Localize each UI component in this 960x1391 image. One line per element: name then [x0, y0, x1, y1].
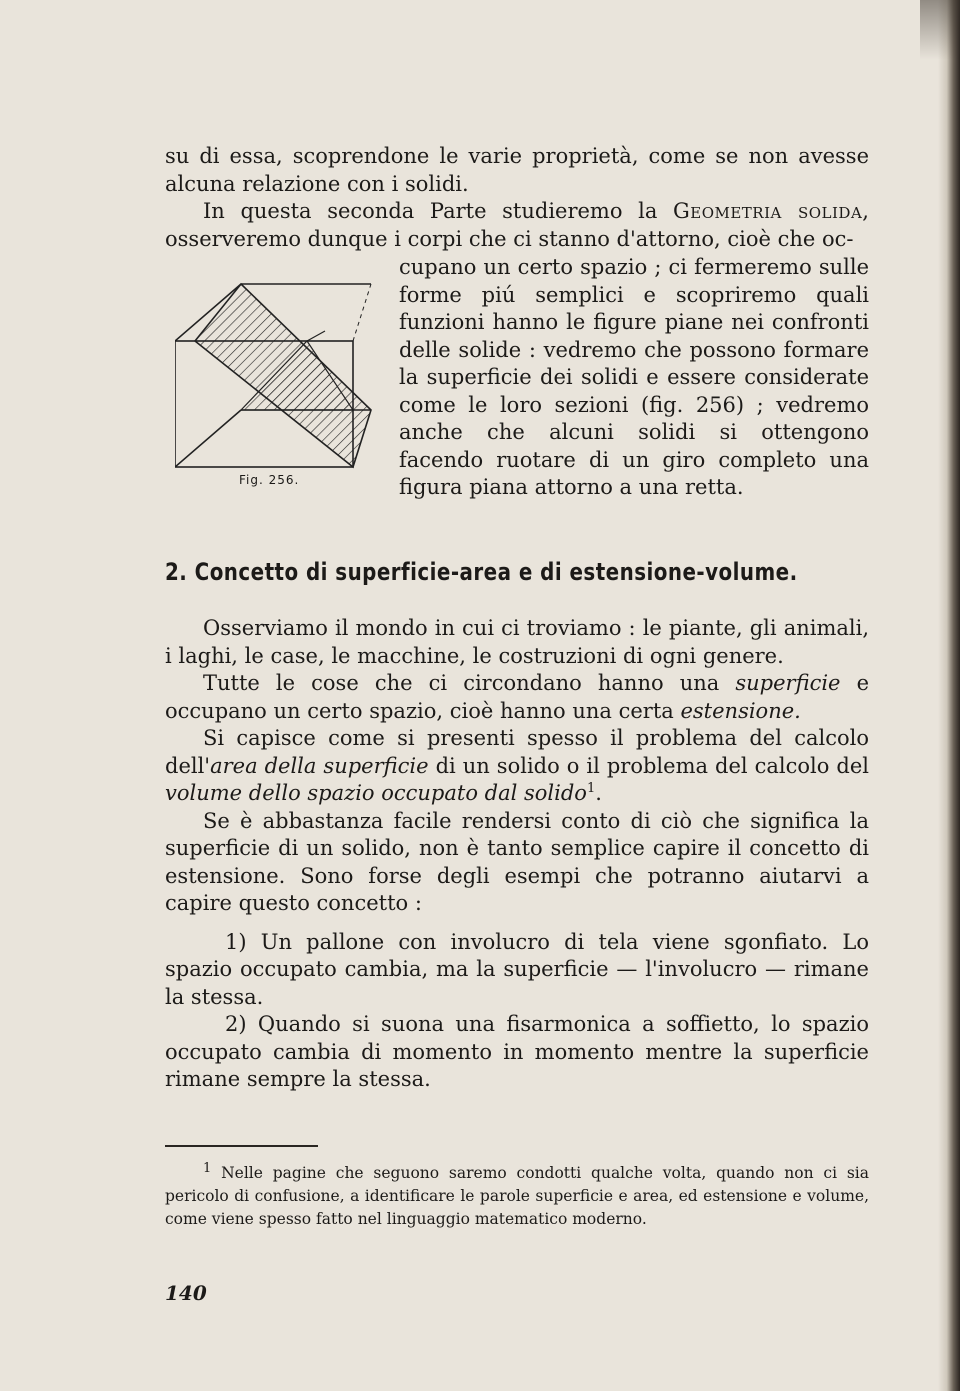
- section-heading: 2. Concetto di superficie-area e di estensione-volume.: [165, 558, 798, 586]
- page-corner-shadow: [920, 0, 960, 60]
- example-item-1: 1) Un pallone con involucro di tela viene sgonfiato. Lo spazio occupato cambia, ma la superficie — l'involucro — rimane la stessa.: [165, 929, 869, 1009]
- geometria-solida-term: Geometria solida: [672, 199, 863, 223]
- intro-p2-text: In questa seconda Parte studieremo la: [203, 199, 673, 223]
- prism-hidden-edge: [353, 284, 371, 341]
- prism-bottom-edge: [175, 410, 241, 467]
- p3-text-e: .: [595, 781, 602, 805]
- body-paragraph-1: Osserviamo il mondo in cui ci troviamo : le piante, gli animali, i laghi, le case, le macchine, le costruzioni di ogni genere.: [165, 616, 869, 668]
- footnote-reference: 1: [586, 781, 596, 796]
- footnote: [165, 1162, 869, 1231]
- figure-256: [165, 273, 383, 508]
- p2-text-c: e occupano un certo spazio, cioè hanno una certa: [165, 671, 869, 723]
- footnote-text: [165, 1162, 869, 1231]
- p3-text-a: Si capisce come si presenti spesso il problema del calcolo dell': [165, 726, 869, 778]
- body-paragraph-3: [165, 725, 869, 808]
- body-text: [165, 615, 869, 1094]
- figure-caption: Fig. 256.: [239, 473, 300, 487]
- term-superficie: superficie: [735, 671, 841, 695]
- footnote-marker: 1: [203, 1160, 212, 1176]
- term-area-superficie: area della superficie: [210, 753, 429, 778]
- p3-text-c: di un solido o il problema del calcolo del: [428, 753, 869, 778]
- p2-text-a: Tutte le cose che ci circondano hanno una: [203, 671, 736, 695]
- section-marker: [307, 331, 325, 341]
- intro-line-1: su di essa, scoprendone le varie proprietà, come se non avesse: [165, 144, 869, 168]
- example-item-2: 2) Quando si suona una fisarmonica a soffietto, lo spazio occupato cambia di momento in momento mentre la superficie rimane sempre la stessa.: [165, 1012, 869, 1091]
- page-number: 140: [165, 1281, 207, 1305]
- body-paragraph-4: Se è abbastanza facile rendersi conto di ciò che significa la superficie di un solido, non è tanto semplice capire il concetto di estensione. Sono forse degli esempi che potranno aiutarvi a capire questo concetto :: [165, 808, 869, 915]
- page-edge-shadow: [938, 0, 960, 1391]
- term-volume-spazio: volume dello spazio occupato dal solido: [165, 781, 587, 805]
- body-paragraph-2: [165, 670, 869, 725]
- figure-256-drawing: [175, 281, 375, 471]
- term-estensione: estensione.: [680, 698, 801, 723]
- intro-p2-text-end: , osserveremo dunque i corpi che ci stanno d'attorno, cioè che oc-: [165, 199, 869, 251]
- intro-line-2: alcuna relazione con i solidi.: [165, 171, 469, 196]
- intro-paragraph: [165, 143, 869, 253]
- footnote-divider: [165, 1145, 318, 1147]
- footnote-body: Nelle pagine che seguono saremo condotti qualche volta, quando non ci sia pericolo di confusione, a identificare le parole superficie e area, ed estensione e volume, come viene spesso fatto nel linguaggio matematico moderno.: [165, 1164, 869, 1228]
- intro-paragraph-2: [165, 198, 869, 253]
- wrap-paragraph-text: cupano un certo spazio ; ci fermeremo sulle forme piú semplici e scopriremo quali funzioni hanno le figure piane nei confronti delle solide : vedremo che possono formare la superficie dei solidi e essere considerate come le loro sezioni (fig. 256) ; vedremo anche che alcuni solidi si ottengono facendo ruotare di un giro completo una figura piana attorno a una retta.: [399, 255, 869, 499]
- wrap-paragraph: [399, 254, 869, 502]
